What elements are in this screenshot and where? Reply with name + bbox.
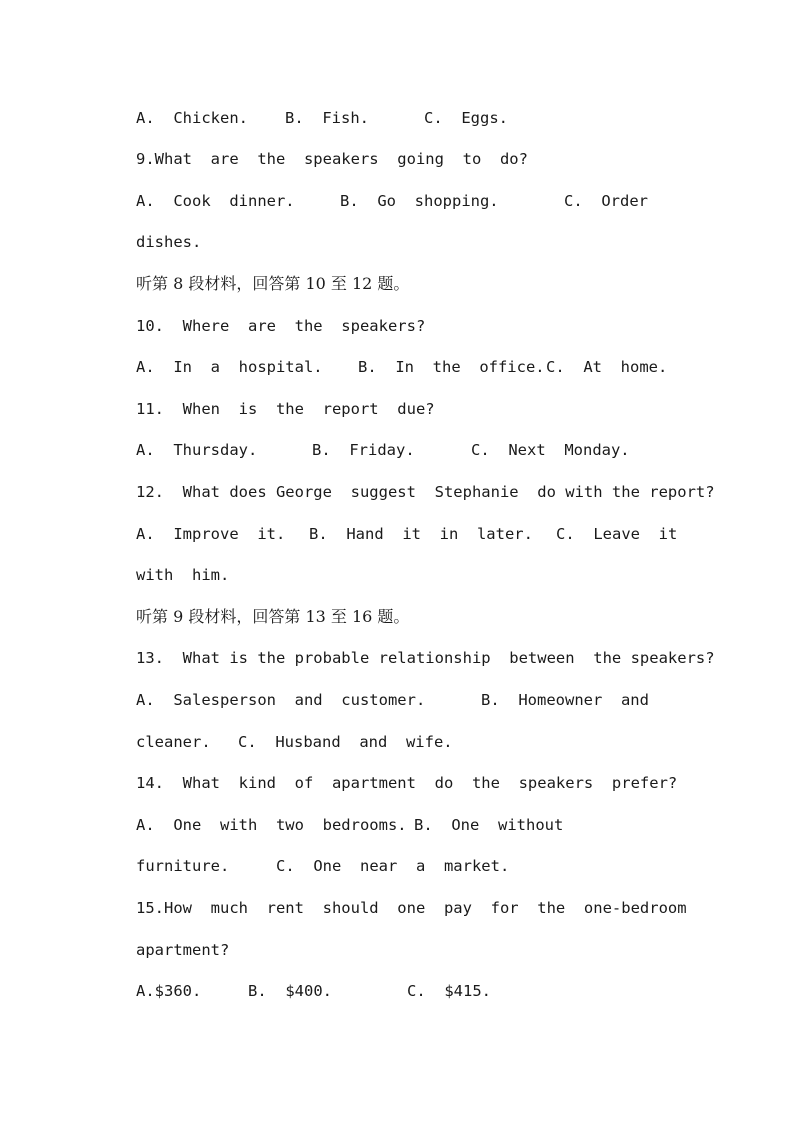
option-a: A. Improve it. [136, 525, 286, 543]
q14-question: 14. What kind of apartment do the speakers prefer? [136, 774, 678, 792]
option-a: A. Salesperson and customer. [136, 691, 426, 709]
option-a: A. Thursday. [136, 441, 258, 459]
q15-question: 15.How much rent should one pay for the one-bedroom [136, 899, 687, 917]
q10-options [136, 355, 668, 379]
option-c: C. One near a market. [276, 857, 510, 875]
q9-option-c-continued: dishes. [136, 233, 202, 251]
option-b: B. One without [414, 816, 564, 834]
option-a: A. In a hospital. [136, 358, 323, 376]
option-b: B. Fish. [285, 109, 369, 127]
q12-option-c-continued: with him. [136, 566, 230, 584]
q10-question: 10. Where are the speakers? [136, 317, 426, 335]
option-b: B. Hand it in later. [309, 525, 533, 543]
option-c: C. Leave it [556, 525, 678, 543]
option-a: A. Chicken. [136, 109, 248, 127]
q9-options [136, 189, 648, 213]
option-b-continued: cleaner. [136, 733, 211, 751]
option-b: B. Friday. [312, 441, 415, 459]
option-c: C. Next Monday. [471, 441, 630, 459]
q13-options-continued [136, 730, 453, 754]
q13-options [136, 688, 649, 712]
q15-options [136, 979, 491, 1003]
q12-question: 12. What does George suggest Stephanie do with the report? [136, 483, 715, 501]
q9-question: 9.What are the speakers going to do? [136, 150, 528, 168]
option-a: A. One with two bedrooms. [136, 816, 407, 834]
option-c: C. Order [564, 192, 648, 210]
q12-options [136, 522, 678, 546]
option-c: C. At home. [546, 358, 668, 376]
option-a: A. Cook dinner. [136, 192, 295, 210]
q11-question: 11. When is the report due? [136, 400, 435, 418]
option-a: A.$360. [136, 982, 202, 1000]
option-b: B. $400. [248, 982, 332, 1000]
option-b: B. Homeowner and [481, 691, 649, 709]
section-9-heading: 听第 9 段材料，回答第 13 至 16 题。 [136, 607, 410, 626]
section-8-heading: 听第 8 段材料，回答第 10 至 12 题。 [136, 274, 410, 293]
q14-options-continued [136, 854, 510, 878]
q11-options [136, 438, 630, 462]
q15-question-continued: apartment? [136, 941, 230, 959]
option-c: C. $415. [407, 982, 491, 1000]
option-b: B. In the office. [358, 358, 545, 376]
option-b-continued: furniture. [136, 857, 230, 875]
option-c: C. Eggs. [424, 109, 508, 127]
option-c: C. Husband and wife. [238, 733, 453, 751]
q13-question: 13. What is the probable relationship between the speakers? [136, 649, 715, 667]
q14-options [136, 813, 564, 837]
q8-options [136, 106, 508, 130]
option-b: B. Go shopping. [340, 192, 499, 210]
